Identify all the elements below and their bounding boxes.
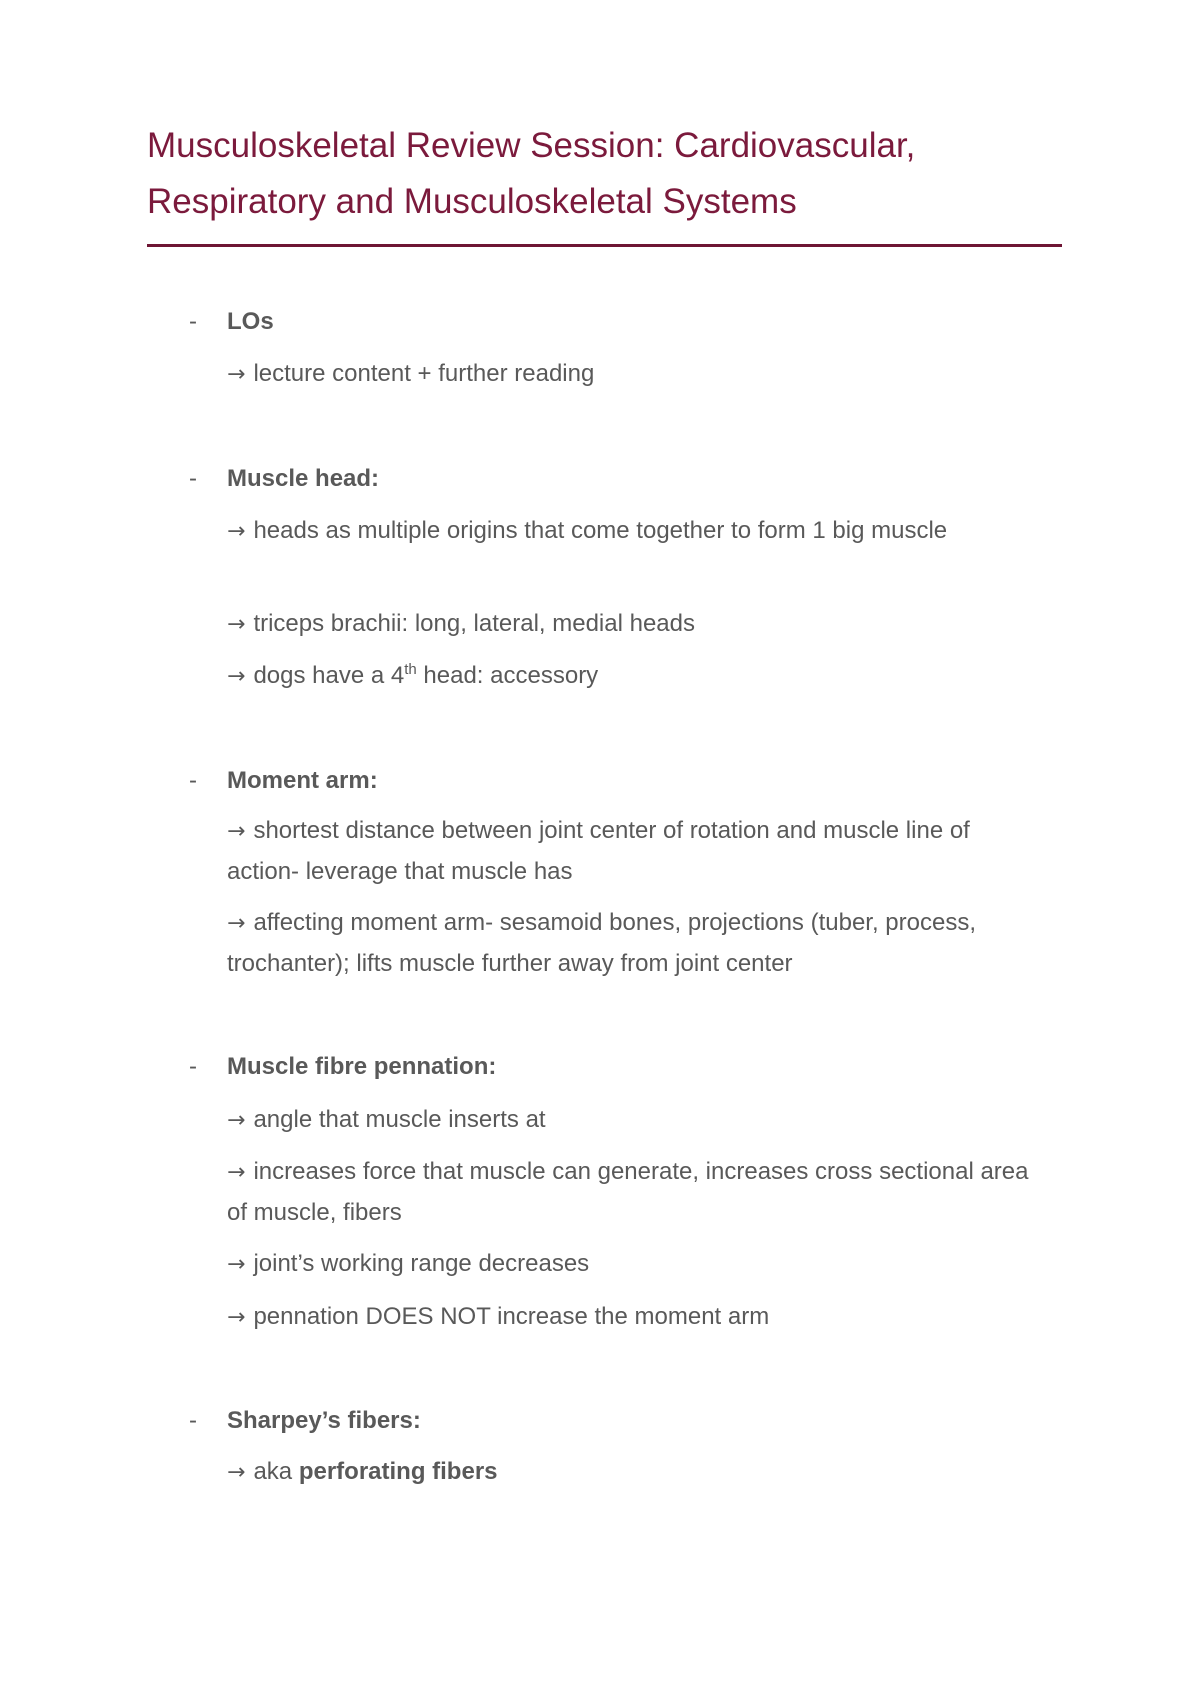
list-item	[227, 656, 1047, 697]
item-text: affecting moment arm- sesamoid bones, projections (tuber, process, trochanter); lifts muscle further away from joint center	[227, 909, 977, 977]
item-text: shortest distance between joint center of rotation and muscle line of action- leverage that muscle has	[227, 817, 970, 885]
arrow-right-icon: →	[227, 1305, 246, 1330]
item-text-bold: perforating fibers	[298, 1458, 498, 1485]
list-item	[227, 1297, 1047, 1338]
bullet-dash: -	[189, 308, 197, 335]
list-item	[227, 811, 1047, 892]
arrow-right-icon: →	[227, 612, 246, 637]
item-text: lecture content + further reading	[253, 360, 595, 387]
item-text: heads as multiple origins that come together to form 1 big muscle	[253, 517, 948, 544]
list-item	[227, 903, 1047, 984]
arrow-right-icon: →	[227, 362, 246, 387]
list-item	[227, 1452, 1047, 1493]
list-item	[227, 354, 1047, 395]
arrow-right-icon: →	[227, 1160, 246, 1185]
item-text: triceps brachii: long, lateral, medial heads	[253, 610, 695, 637]
document-title	[147, 118, 1067, 230]
section-heading: Sharpey’s fibers:	[227, 1407, 421, 1434]
section-heading: LOs	[227, 308, 274, 335]
item-text: joint’s working range decreases	[253, 1250, 590, 1277]
list-item	[227, 1244, 1047, 1285]
list-item	[227, 1100, 1047, 1141]
title-line-2: Respiratory and Musculoskeletal Systems	[147, 182, 797, 221]
title-line-1: Musculoskeletal Review Session: Cardiovascular,	[147, 126, 916, 165]
item-text-pre: aka	[253, 1458, 299, 1485]
arrow-right-icon: →	[227, 911, 246, 936]
list-item	[227, 511, 1047, 552]
arrow-right-icon: →	[227, 1108, 246, 1133]
list-item	[227, 604, 1047, 645]
item-superscript: th	[404, 661, 417, 678]
section-heading: Moment arm:	[227, 767, 378, 794]
bullet-dash: -	[189, 465, 197, 492]
item-text: angle that muscle inserts at	[253, 1106, 546, 1133]
bullet-dash: -	[189, 767, 197, 794]
arrow-right-icon: →	[227, 1460, 246, 1485]
arrow-right-icon: →	[227, 519, 246, 544]
section-heading: Muscle fibre pennation:	[227, 1053, 497, 1080]
item-text: pennation DOES NOT increase the moment arm	[253, 1303, 770, 1330]
item-text: increases force that muscle can generate, increases cross sectional area of muscle, fibers	[227, 1158, 1029, 1226]
list-item	[227, 1152, 1047, 1233]
arrow-right-icon: →	[227, 664, 246, 689]
arrow-right-icon: →	[227, 1252, 246, 1277]
item-text-post: head: accessory	[416, 662, 599, 689]
section-heading: Muscle head:	[227, 465, 380, 492]
bullet-dash: -	[189, 1407, 197, 1434]
title-underline	[147, 244, 1062, 247]
arrow-right-icon: →	[227, 819, 246, 844]
bullet-dash: -	[189, 1053, 197, 1080]
item-text-pre: dogs have a 4	[253, 662, 405, 689]
